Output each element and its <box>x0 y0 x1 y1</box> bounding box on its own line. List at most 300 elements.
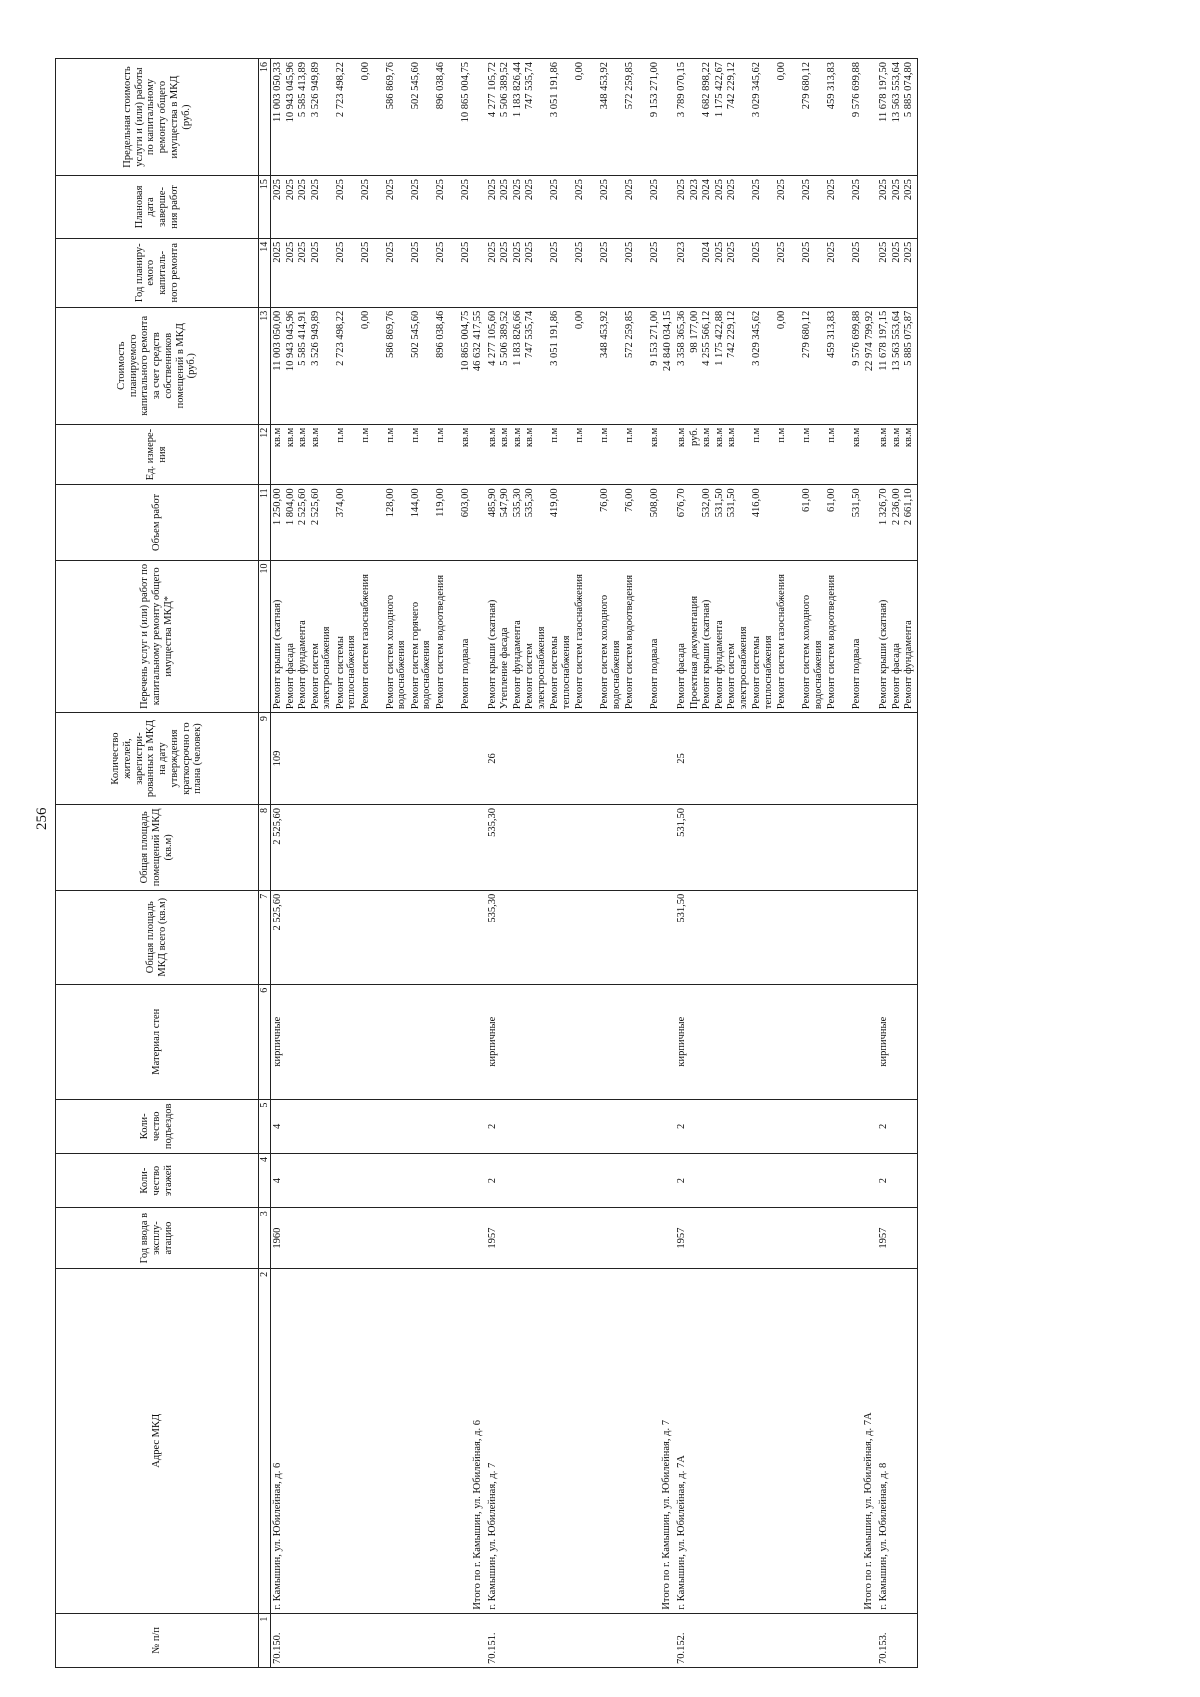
work-end: 2025 <box>676 179 688 201</box>
work-end: 2025 <box>826 179 838 201</box>
work-cost: 9 153 271,00 <box>649 310 661 366</box>
works-limit-cell <box>675 59 877 176</box>
work-unit: кв.м <box>701 427 713 448</box>
work-limit: 4 277 105,72 <box>486 62 498 118</box>
work-year: 2025 <box>801 241 813 263</box>
row-number: 70.151. <box>486 1613 676 1667</box>
work-limit: 13 563 553,64 <box>890 62 902 123</box>
work-limit: 10 943 045,96 <box>284 62 296 123</box>
work-end: 2025 <box>384 179 396 201</box>
work-volume: 531,50 <box>851 488 863 518</box>
work-end: 2025 <box>511 179 523 201</box>
house-floors: 2 <box>877 1153 917 1207</box>
works-end-cell <box>675 176 877 239</box>
works-cost-cell <box>877 307 917 424</box>
work-limit: 4 682 898,22 <box>701 62 713 118</box>
work-name: Ремонт крыши (скатная) <box>486 599 498 710</box>
address-cell <box>675 1268 877 1613</box>
work-volume: 547,90 <box>499 488 511 518</box>
work-end: 2025 <box>903 179 915 201</box>
work-cost: 11 003 050,00 <box>272 310 284 371</box>
house-residents: 25 <box>675 713 877 805</box>
work-year: 2025 <box>459 241 471 263</box>
work-year: 2025 <box>486 241 498 263</box>
work-unit: п.м <box>334 427 346 443</box>
page-number: 256 <box>34 807 50 830</box>
column-number: 2 <box>259 1268 271 1613</box>
work-cost: 1 183 826,66 <box>511 310 523 366</box>
work-name: Ремонт систем холодного водоснабжения <box>801 594 824 710</box>
work-unit: кв.м <box>878 427 890 448</box>
house-area-total <box>877 890 917 984</box>
work-year: 2025 <box>649 241 661 263</box>
house-year: 1957 <box>675 1208 877 1269</box>
work-end: 2025 <box>851 179 863 201</box>
works-unit-cell <box>486 424 676 485</box>
total-spacer <box>864 242 877 304</box>
work-end: 2025 <box>801 179 813 201</box>
house-walls: кирпичные <box>877 984 917 1099</box>
house-year: 1960 <box>271 1208 486 1269</box>
work-limit <box>689 62 702 172</box>
work-volume: 419,00 <box>549 488 561 518</box>
work-unit: п.м <box>434 427 446 443</box>
work-year: 2025 <box>599 241 611 263</box>
work-name: Ремонт систем холодного водоснабжения <box>599 594 622 710</box>
work-name: Ремонт систем газоснабжения <box>776 574 788 710</box>
total-spacer <box>472 62 485 172</box>
works-limit-cell <box>271 59 486 176</box>
work-unit: п.м <box>384 427 396 443</box>
work-volume: 676,70 <box>676 488 688 518</box>
column-number: 4 <box>259 1153 271 1207</box>
row-number: 70.153. <box>877 1613 917 1667</box>
work-cost: 11 678 197,15 <box>878 310 890 371</box>
work-volume: 603,00 <box>459 488 471 518</box>
work-year: 2025 <box>511 241 523 263</box>
house-entrances: 2 <box>675 1099 877 1153</box>
column-header: Адрес МКД <box>56 1268 259 1613</box>
work-limit: 0,00 <box>359 62 371 81</box>
work-cost: 348 453,92 <box>599 310 611 358</box>
work-name: Утепление фасада <box>499 627 511 710</box>
work-end: 2025 <box>409 179 421 201</box>
work-limit: 0,00 <box>574 62 586 81</box>
total-spacer <box>662 428 675 482</box>
header-row <box>56 59 259 1668</box>
work-end: 2025 <box>359 179 371 201</box>
total-spacer <box>864 62 877 172</box>
work-limit: 9 576 699,88 <box>851 62 863 118</box>
work-year: 2025 <box>851 241 863 263</box>
house-area-rooms: 2 525,60 <box>271 805 486 891</box>
house-walls: кирпичные <box>486 984 676 1099</box>
total-spacer <box>662 62 675 172</box>
work-limit: 5 585 413,89 <box>297 62 309 118</box>
works-year-cell <box>271 238 486 307</box>
work-name: Ремонт фасада <box>676 643 688 710</box>
column-header: Стоимость планируемого капитального ремонта за счет средств собственников помещений в МКД (руб.) <box>56 307 259 424</box>
work-year: 2025 <box>751 241 763 263</box>
work-year: 2025 <box>359 241 371 263</box>
work-unit: кв.м <box>297 427 309 448</box>
work-year: 2025 <box>826 241 838 263</box>
work-end: 2023 <box>688 179 700 201</box>
work-cost: 3 051 191,86 <box>549 310 561 366</box>
works-year-cell <box>486 238 676 307</box>
works-cost-cell <box>486 307 676 424</box>
work-end: 2025 <box>713 179 725 201</box>
total-spacer <box>662 564 675 710</box>
works-volume-cell <box>675 485 877 560</box>
work-cost: 10 943 045,96 <box>284 310 296 372</box>
work-unit: кв.м <box>903 427 915 448</box>
work-cost: 586 869,76 <box>384 310 396 358</box>
column-header: Коли-чество подъездов <box>56 1099 259 1153</box>
total-spacer <box>662 488 675 556</box>
column-number: 6 <box>259 984 271 1099</box>
column-number: 7 <box>259 890 271 984</box>
work-end: 2025 <box>649 179 661 201</box>
work-end: 2025 <box>272 179 284 201</box>
work-limit: 279 680,12 <box>801 62 813 110</box>
work-name: Ремонт систем электроснабжения <box>309 626 333 710</box>
work-cost: 0,00 <box>359 310 371 330</box>
column-header: Общая площадь помещений МКД (кв.м) <box>56 805 259 891</box>
work-name: Ремонт фундамента <box>903 620 915 710</box>
work-volume: 61,00 <box>826 488 838 512</box>
house-row <box>486 59 676 1668</box>
address-cell <box>271 1268 486 1613</box>
work-volume: 2 525,60 <box>309 488 321 526</box>
total-spacer <box>864 428 877 482</box>
works-year-cell <box>675 238 877 307</box>
total-spacer <box>472 179 485 235</box>
work-end: 2025 <box>459 179 471 201</box>
house-address: г. Камышин, ул. Юбилейная, д. 7 <box>486 1462 498 1610</box>
works-limit-cell <box>486 59 676 176</box>
house-total-label: Итого по г. Камышин, ул. Юбилейная, д. 6 <box>471 1420 483 1610</box>
work-name: Ремонт подвала <box>459 638 471 710</box>
work-year <box>689 242 702 304</box>
column-number-row <box>259 59 271 1668</box>
work-name: Ремонт системы теплоснабжения <box>751 635 774 710</box>
work-name: Ремонт подвала <box>649 638 661 710</box>
work-year: 2025 <box>284 241 296 263</box>
work-year: 2023 <box>676 241 688 263</box>
work-limit: 3 051 191,86 <box>549 62 561 118</box>
work-limit: 5 885 074,80 <box>903 62 915 118</box>
work-cost: 5 506 389,52 <box>499 310 511 366</box>
house-row <box>675 59 877 1668</box>
column-number: 9 <box>259 713 271 805</box>
work-volume: 119,00 <box>434 488 446 517</box>
work-year: 2025 <box>309 241 321 263</box>
work-end: 2025 <box>549 179 561 201</box>
work-name: Ремонт систем водоотведения <box>826 574 838 710</box>
work-year: 2025 <box>903 241 915 263</box>
work-year: 2025 <box>524 241 536 263</box>
work-end: 2024 <box>701 179 713 201</box>
work-limit: 586 869,76 <box>384 62 396 110</box>
house-walls: кирпичные <box>271 984 486 1099</box>
work-unit: кв.м <box>284 427 296 448</box>
work-name: Ремонт систем электроснабжения <box>524 626 547 710</box>
work-cost: 4 277 105,60 <box>486 310 498 366</box>
work-unit: п.м <box>599 427 611 443</box>
work-year: 2025 <box>434 241 446 263</box>
work-end: 2025 <box>499 179 511 201</box>
works-name-cell <box>486 560 676 713</box>
work-volume <box>689 488 702 556</box>
works-name-cell <box>877 560 917 713</box>
work-year: 2025 <box>726 241 738 263</box>
work-cost: 5 885 075,87 <box>903 310 915 366</box>
work-volume: 1 804,00 <box>284 488 296 526</box>
house-total-cost: 22 974 799,92 <box>863 310 875 372</box>
work-end: 2025 <box>890 179 902 201</box>
work-unit: кв.м <box>676 427 688 448</box>
works-year-cell <box>877 238 917 307</box>
work-volume: 2 236,00 <box>890 488 902 526</box>
house-entrances: 2 <box>877 1099 917 1153</box>
work-unit: кв.м <box>309 427 321 448</box>
work-unit: кв.м <box>851 427 863 448</box>
work-cost: 572 259,85 <box>624 310 636 358</box>
column-header: Предельная стоимость услуги и (или) работы по капитальному ремонту общего имущества в МКД (руб.) <box>56 59 259 176</box>
work-year: 2025 <box>624 241 636 263</box>
house-area-total: 535,30 <box>486 890 676 984</box>
total-spacer <box>662 179 675 235</box>
work-name: Ремонт системы теплоснабжения <box>334 635 358 710</box>
work-unit: кв.м <box>713 427 725 448</box>
house-floors: 2 <box>675 1153 877 1207</box>
works-unit-cell <box>877 424 917 485</box>
work-unit: кв.м <box>511 427 523 448</box>
work-name: Ремонт крыши (скатная) <box>878 599 890 710</box>
house-row <box>271 59 486 1668</box>
row-number: 70.150. <box>271 1613 486 1667</box>
total-spacer <box>864 564 877 710</box>
work-cost: 747 535,74 <box>524 310 536 358</box>
work-volume: 76,00 <box>624 488 636 512</box>
column-header: Плановая дата заверше-ния работ <box>56 176 259 239</box>
work-limit: 3 789 070,15 <box>676 62 688 118</box>
work-year: 2025 <box>384 241 396 263</box>
work-year: 2025 <box>890 241 902 263</box>
work-unit: кв.м <box>524 427 536 448</box>
work-end: 2025 <box>284 179 296 201</box>
column-header: Год планиру-емого капиталь-ного ремонта <box>56 238 259 307</box>
total-spacer <box>864 179 877 235</box>
work-volume: 61,00 <box>801 488 813 512</box>
work-unit: кв.м <box>649 427 661 448</box>
work-unit: п.м <box>776 427 788 443</box>
work-unit: кв.м <box>272 427 284 448</box>
house-area-rooms <box>877 805 917 891</box>
total-spacer <box>472 242 485 304</box>
work-name: Ремонт систем электроснабжения <box>726 626 749 710</box>
work-volume: 485,90 <box>486 488 498 518</box>
work-end: 2025 <box>524 179 536 201</box>
column-header: Объем работ <box>56 485 259 560</box>
column-number: 3 <box>259 1208 271 1269</box>
house-area-rooms: 535,30 <box>486 805 676 891</box>
work-year: 2025 <box>713 241 725 263</box>
works-name-cell <box>271 560 486 713</box>
work-end: 2025 <box>726 179 738 201</box>
work-volume: 531,50 <box>713 488 725 518</box>
work-name: Ремонт подвала <box>851 638 863 710</box>
work-end: 2025 <box>751 179 763 201</box>
work-limit: 9 153 271,00 <box>649 62 661 118</box>
column-header: Материал стен <box>56 984 259 1099</box>
work-cost: 1 175 422,88 <box>713 310 725 366</box>
work-cost: 742 229,12 <box>726 310 738 358</box>
house-address: г. Камышин, ул. Юбилейная, д. 7А <box>676 1455 688 1610</box>
work-year: 2025 <box>409 241 421 263</box>
work-unit: п.м <box>549 427 561 443</box>
work-cost: 5 585 414,91 <box>297 310 309 366</box>
address-cell <box>486 1268 676 1613</box>
house-residents <box>877 713 917 805</box>
house-year: 1957 <box>486 1208 676 1269</box>
row-number: 70.152. <box>675 1613 877 1667</box>
work-limit: 11 678 197,50 <box>878 62 890 122</box>
total-spacer <box>472 428 485 482</box>
work-cost: 896 038,46 <box>434 310 446 358</box>
work-volume: 2 525,60 <box>297 488 309 526</box>
house-area-rooms: 531,50 <box>675 805 877 891</box>
work-name: Ремонт системы теплоснабжения <box>549 635 572 710</box>
works-volume-cell <box>877 485 917 560</box>
works-unit-cell <box>271 424 486 485</box>
document-sheet <box>55 58 1200 1668</box>
work-limit: 5 506 389,52 <box>499 62 511 118</box>
column-header: № п/п <box>56 1613 259 1667</box>
work-limit: 742 229,12 <box>726 62 738 110</box>
house-total-label: Итого по г. Камышин, ул. Юбилейная, д. 7 <box>661 1420 673 1610</box>
house-entrances: 2 <box>486 1099 676 1153</box>
work-year: 2025 <box>297 241 309 263</box>
work-name: Ремонт систем газоснабжения <box>359 574 371 710</box>
work-limit: 572 259,85 <box>624 62 636 110</box>
work-year: 2024 <box>701 241 713 263</box>
work-limit: 502 545,60 <box>409 62 421 110</box>
work-limit: 896 038,46 <box>434 62 446 110</box>
work-volume: 535,30 <box>511 488 523 518</box>
work-name: Ремонт систем водоотведения <box>434 574 446 710</box>
work-limit: 11 003 050,33 <box>272 62 284 122</box>
work-limit: 348 453,92 <box>599 62 611 110</box>
work-end: 2025 <box>776 179 788 201</box>
work-volume: 1 250,00 <box>272 488 284 526</box>
work-limit: 0,00 <box>776 62 788 81</box>
work-cost: 0,00 <box>574 310 586 330</box>
house-residents: 26 <box>486 713 676 805</box>
house-residents: 109 <box>271 713 486 805</box>
work-end: 2025 <box>334 179 346 201</box>
works-limit-cell <box>877 59 917 176</box>
column-number: 16 <box>259 59 271 176</box>
work-volume: 76,00 <box>599 488 611 512</box>
work-cost: 10 865 004,75 <box>459 310 471 372</box>
work-unit: п.м <box>801 427 813 443</box>
work-end: 2025 <box>309 179 321 201</box>
works-name-cell <box>675 560 877 713</box>
house-total-cost: 46 632 417,55 <box>472 310 484 372</box>
work-volume: 144,00 <box>409 488 421 518</box>
column-header: Перечень услуг и (или) работ по капитальному ремонту общего имущества МКД* <box>56 560 259 713</box>
column-header: Ед. измере-ния <box>56 424 259 485</box>
table-body <box>271 59 918 1668</box>
work-name: Ремонт крыши (скатная) <box>701 599 713 710</box>
column-number: 13 <box>259 307 271 424</box>
work-limit: 10 865 004,75 <box>459 62 471 123</box>
work-name: Ремонт систем водоотведения <box>624 574 636 710</box>
work-volume: 1 326,70 <box>878 488 890 526</box>
work-unit: кв.м <box>890 427 902 448</box>
column-header: Количество жителей, зарегистри-рованных в МКД на дату утверждения краткосрочно го плана (человек) <box>56 713 259 805</box>
works-end-cell <box>877 176 917 239</box>
work-volume: 2 661,10 <box>903 488 915 526</box>
work-limit: 2 723 498,22 <box>334 62 346 118</box>
work-name: Проектная документация <box>688 595 700 710</box>
work-cost: 502 545,60 <box>409 310 421 358</box>
house-floors: 4 <box>271 1153 486 1207</box>
house-area-total: 531,50 <box>675 890 877 984</box>
work-unit: кв.м <box>726 427 738 448</box>
work-cost: 3 029 345,62 <box>751 310 763 366</box>
work-name: Ремонт фундамента <box>713 620 725 710</box>
work-cost: 98 177,00 <box>688 310 700 353</box>
work-volume <box>360 488 385 556</box>
work-unit: кв.м <box>459 427 471 448</box>
work-year: 2025 <box>272 241 284 263</box>
column-header: Общая площадь МКД всего (кв.м) <box>56 890 259 984</box>
work-cost: 4 255 566,12 <box>701 310 713 366</box>
works-volume-cell <box>271 485 486 560</box>
house-row <box>877 59 917 1668</box>
work-unit: кв.м <box>499 427 511 448</box>
work-unit: п.м <box>574 427 586 443</box>
work-year: 2025 <box>499 241 511 263</box>
work-cost: 9 576 699,88 <box>851 310 863 366</box>
work-year: 2025 <box>776 241 788 263</box>
house-floors: 2 <box>486 1153 676 1207</box>
work-volume: 532,00 <box>701 488 713 518</box>
house-total-cost: 24 840 034,15 <box>661 310 673 372</box>
work-cost: 2 723 498,22 <box>334 310 346 366</box>
work-year: 2025 <box>334 241 346 263</box>
work-year: 2025 <box>549 241 561 263</box>
work-name: Ремонт крыши (скатная) <box>272 599 284 710</box>
work-limit: 1 183 826,44 <box>511 62 523 118</box>
works-cost-cell <box>675 307 877 424</box>
work-volume <box>776 488 801 556</box>
work-end: 2025 <box>599 179 611 201</box>
column-number: 12 <box>259 424 271 485</box>
work-end: 2025 <box>486 179 498 201</box>
work-name: Ремонт фундамента <box>297 620 309 710</box>
work-end: 2025 <box>878 179 890 201</box>
repair-plan-table <box>55 58 918 1668</box>
work-end: 2025 <box>574 179 586 201</box>
works-unit-cell <box>675 424 877 485</box>
column-header: Год ввода в эксплу-атацию <box>56 1208 259 1269</box>
total-spacer <box>864 488 877 556</box>
work-unit: п.м <box>359 427 371 443</box>
